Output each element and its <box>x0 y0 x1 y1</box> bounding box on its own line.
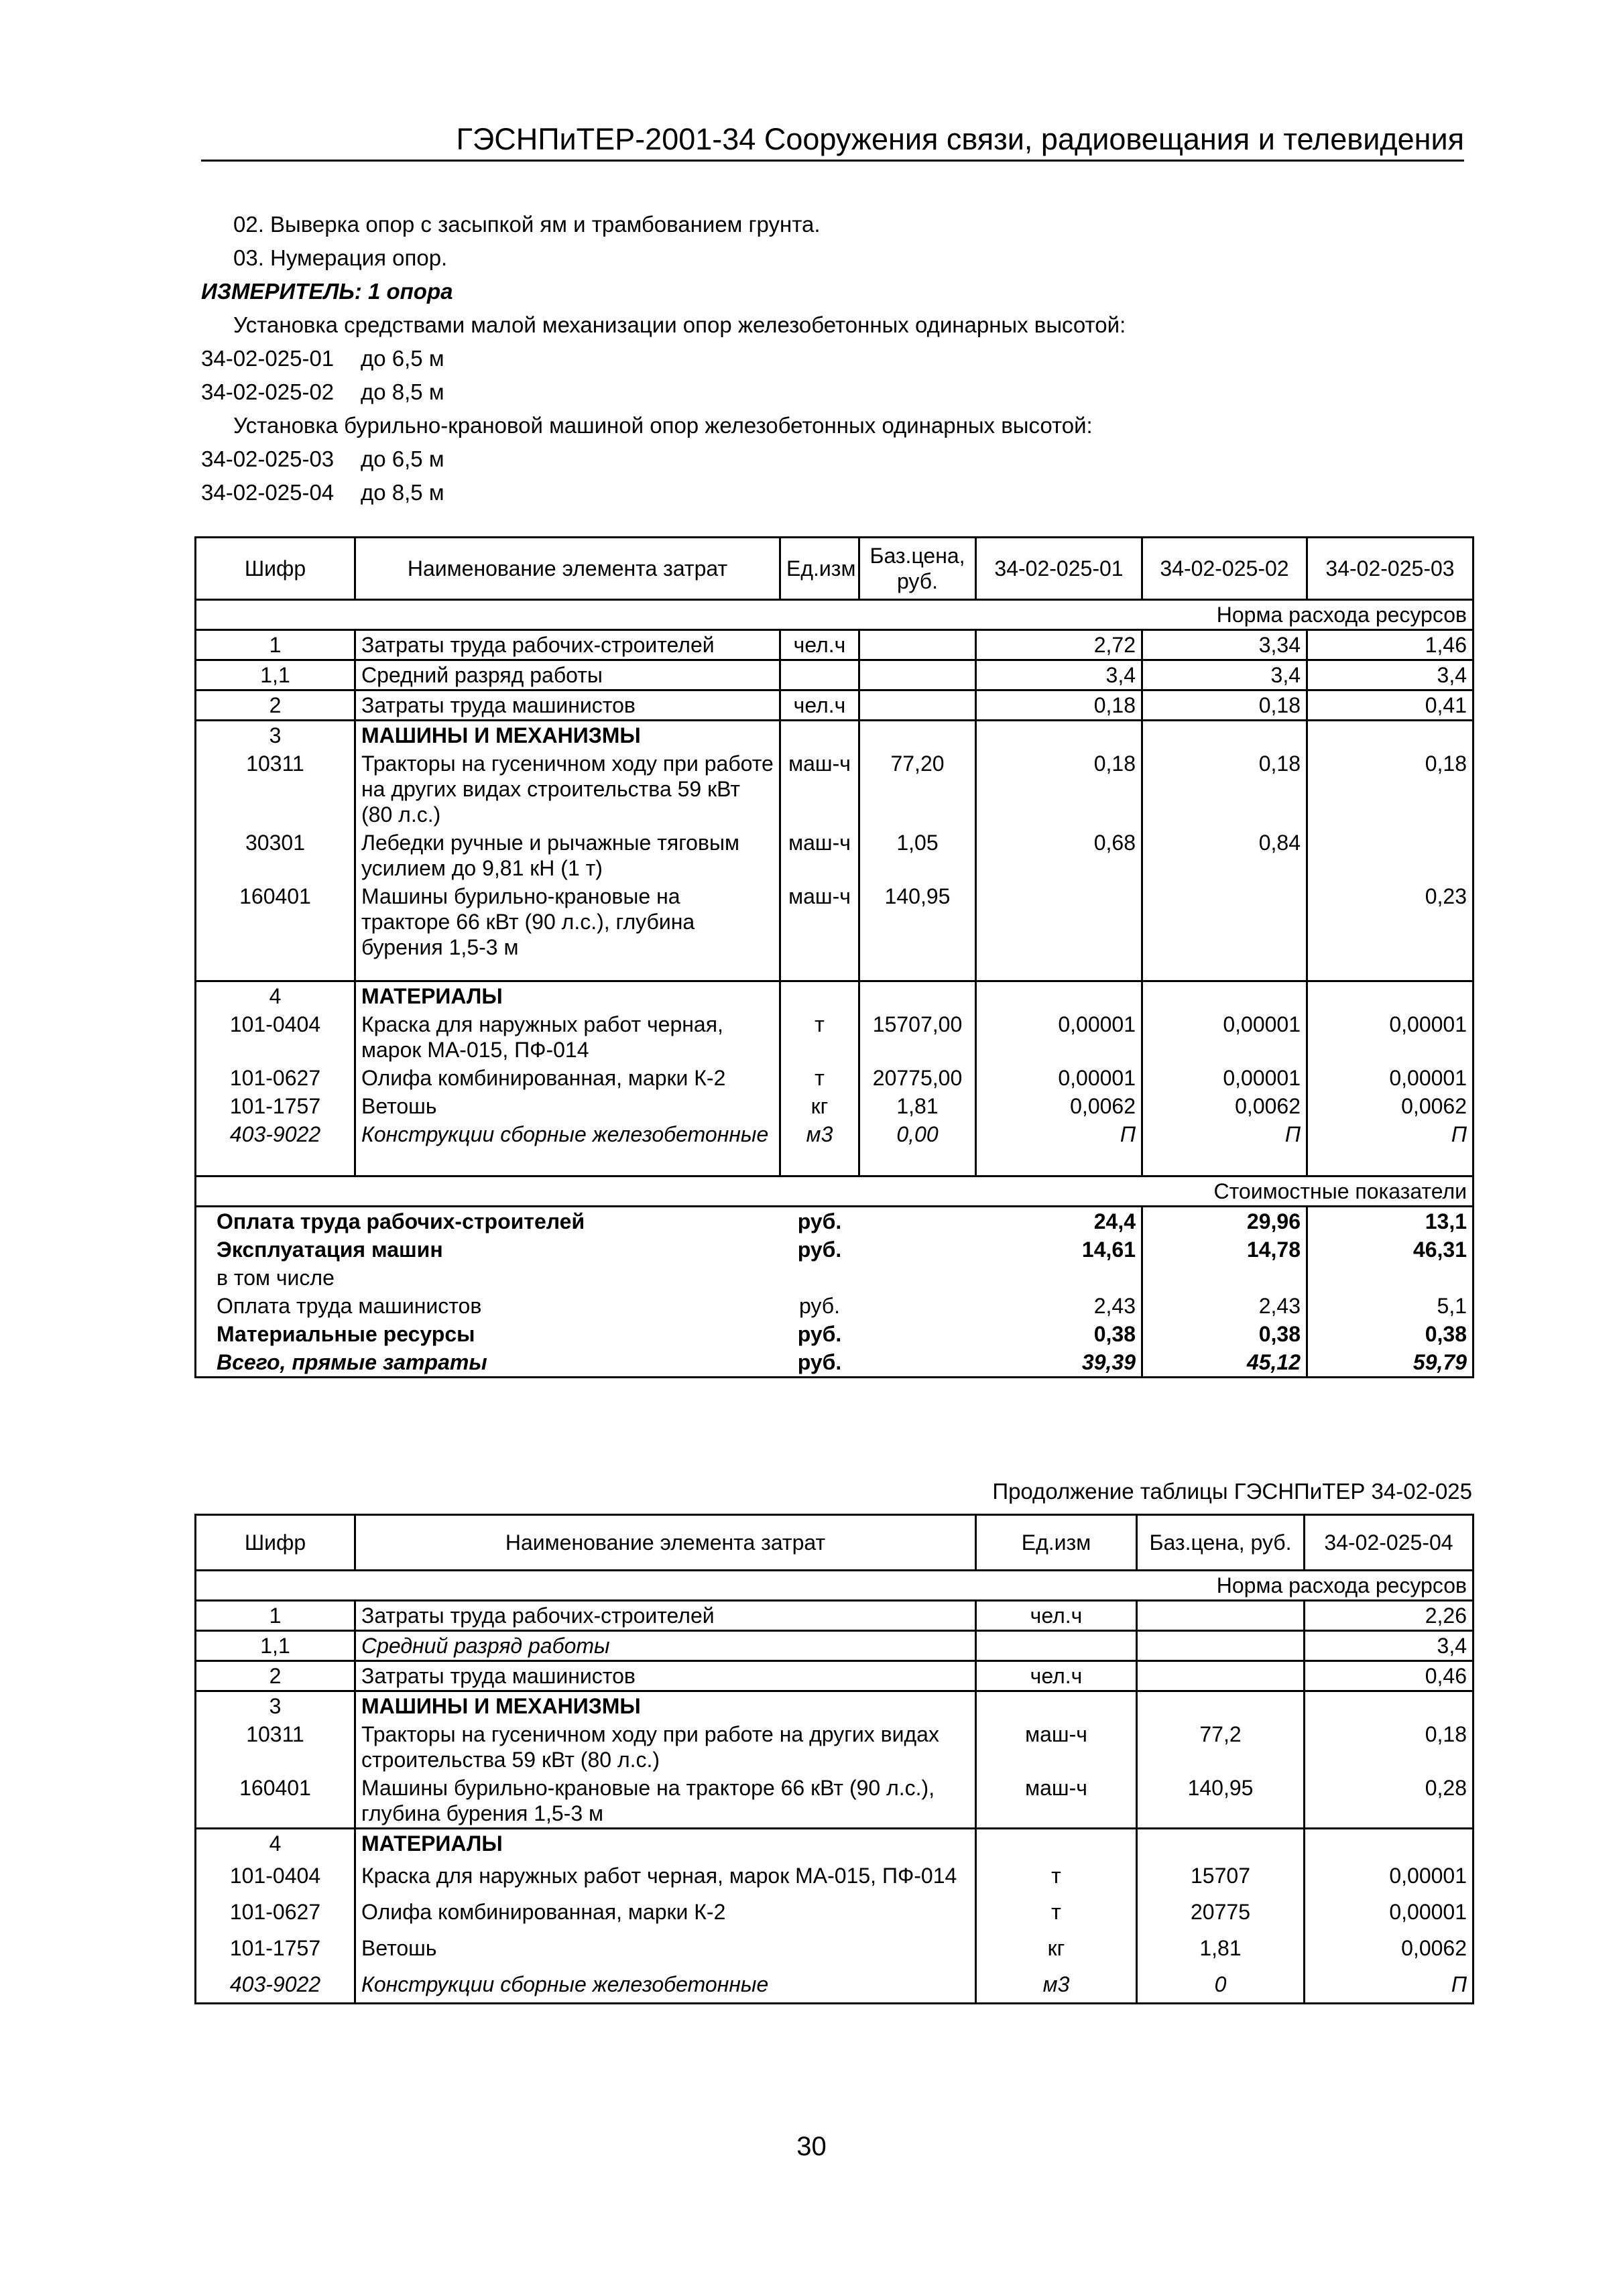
item-code: 34-02-025-04 <box>201 480 335 505</box>
cost-name: в том числе <box>196 1264 780 1292</box>
row-price <box>859 721 976 750</box>
continuation-caption: Продолжение таблицы ГЭСНПиТЕР 34-02-025 <box>992 1479 1472 1504</box>
row-name: Краска для наружных работ черная, марок МА-015, ПФ-014 <box>355 1010 780 1064</box>
table-row <box>196 981 1474 1011</box>
row-price: 1,81 <box>859 1092 976 1120</box>
group-1-title: Установка средствами малой механизации опор железобетонных одинарных высотой: <box>233 312 1126 337</box>
row-unit: кг <box>976 1930 1137 1966</box>
row-unit: т <box>976 1894 1137 1930</box>
cost-unit <box>780 1264 859 1292</box>
row-unit: т <box>976 1858 1137 1894</box>
cost-row <box>196 1264 1474 1292</box>
cost-value-2: 45,12 <box>1142 1348 1307 1378</box>
row-price: 1,05 <box>859 829 976 882</box>
row-price <box>1137 1601 1305 1631</box>
row-name: Машины бурильно-крановые на тракторе 66 кВт (90 л.с.), глубина бурения 1,5-3 м <box>355 1774 976 1829</box>
row-name: Олифа комбинированная, марки К-2 <box>355 1064 780 1092</box>
row-code: 1 <box>196 630 355 660</box>
row-code: 101-1757 <box>196 1930 355 1966</box>
row-name: МАШИНЫ И МЕХАНИЗМЫ <box>355 721 780 750</box>
row-name: Ветошь <box>355 1092 780 1120</box>
row-price: 77,20 <box>859 749 976 829</box>
row-norm-03: 3,4 <box>1307 660 1474 690</box>
table-row <box>196 1720 1474 1774</box>
header-norm-04: 34-02-025-04 <box>1305 1515 1474 1571</box>
item-text: до 8,5 м <box>361 480 444 505</box>
row-code: 101-0404 <box>196 1010 355 1064</box>
table-row <box>196 1064 1474 1092</box>
row-unit: чел.ч <box>976 1601 1137 1631</box>
cost-value-3: 0,38 <box>1307 1320 1474 1348</box>
row-price: 0,00 <box>859 1120 976 1176</box>
row-norm-04: 2,26 <box>1305 1601 1474 1631</box>
group-1-item <box>201 342 1126 375</box>
step-03: 03. Нумерация опор. <box>233 245 448 270</box>
row-norm-01: 0,18 <box>976 749 1142 829</box>
table-row <box>196 1829 1474 1858</box>
row-price: 140,95 <box>859 882 976 981</box>
row-unit <box>780 660 859 690</box>
cost-row <box>196 1320 1474 1348</box>
cost-unit: руб. <box>797 1209 842 1233</box>
cost-value-1: 39,39 <box>976 1348 1142 1378</box>
cost-name: Материальные ресурсы <box>196 1320 780 1348</box>
table-row <box>196 749 1474 829</box>
row-norm-01: 0,18 <box>976 690 1142 721</box>
row-name: Средний разряд работы <box>355 1631 976 1661</box>
header-code: Шифр <box>196 1515 355 1571</box>
row-name: Краска для наружных работ черная, марок МА-015, ПФ-014 <box>355 1858 976 1894</box>
table-header-row <box>196 1515 1474 1571</box>
row-name: Затраты труда рабочих-строителей <box>355 630 780 660</box>
item-text: до 8,5 м <box>361 379 444 404</box>
row-norm-03: 0,00001 <box>1307 1010 1474 1064</box>
row-code: 10311 <box>196 1720 355 1774</box>
row-norm-02: 3,4 <box>1142 660 1307 690</box>
row-code: 1,1 <box>196 1631 355 1661</box>
row-norm-04: 0,00001 <box>1305 1894 1474 1930</box>
item-text: до 6,5 м <box>361 346 444 371</box>
table-row <box>196 690 1474 721</box>
row-norm-01 <box>976 981 1142 1011</box>
table-header-row <box>196 538 1474 600</box>
row-name: Олифа комбинированная, марки К-2 <box>355 1894 976 1930</box>
table-body <box>196 1601 1474 2004</box>
cost-value-3 <box>1307 1264 1474 1292</box>
cost-value-1 <box>976 1264 1142 1292</box>
table-row <box>196 721 1474 750</box>
row-name: Затраты труда машинистов <box>355 1661 976 1691</box>
row-norm-04: 0,0062 <box>1305 1930 1474 1966</box>
row-price <box>1137 1661 1305 1691</box>
table-row <box>196 882 1474 981</box>
intro-block <box>201 208 1126 509</box>
header-unit: Ед.изм <box>976 1515 1137 1571</box>
row-norm-04 <box>1305 1829 1474 1858</box>
row-price <box>1137 1829 1305 1858</box>
row-norm-03: 0,0062 <box>1307 1092 1474 1120</box>
row-norm-01: 0,00001 <box>976 1010 1142 1064</box>
cost-value-2: 0,38 <box>1142 1320 1307 1348</box>
item-code: 34-02-025-02 <box>201 379 335 404</box>
cost-value-3: 13,1 <box>1307 1207 1474 1236</box>
header-name: Наименование элемента затрат <box>355 538 780 600</box>
group-2-item <box>201 476 1126 509</box>
row-norm-04: П <box>1305 1966 1474 2004</box>
cost-value-3: 5,1 <box>1307 1292 1474 1320</box>
header-name: Наименование элемента затрат <box>355 1515 976 1571</box>
row-norm-02: 0,0062 <box>1142 1092 1307 1120</box>
cost-unit: руб. <box>797 1322 842 1346</box>
page-header: ГЭСНПиТЕР-2001-34 Сооружения связи, радиовещания и телевидения <box>201 122 1464 162</box>
table-row <box>196 829 1474 882</box>
row-unit: м3 <box>780 1120 859 1176</box>
row-norm-04 <box>1305 1691 1474 1721</box>
row-norm-02: 0,00001 <box>1142 1010 1307 1064</box>
row-unit: маш-ч <box>780 882 859 981</box>
row-price: 77,2 <box>1137 1720 1305 1774</box>
header-price: Баз.цена, руб. <box>859 538 976 600</box>
row-norm-02: 3,34 <box>1142 630 1307 660</box>
row-name: Лебедки ручные и рычажные тяговым усилием до 9,81 кН (1 т) <box>355 829 780 882</box>
norms-table-main <box>194 536 1474 1378</box>
row-code: 3 <box>196 721 355 750</box>
row-norm-01: 0,00001 <box>976 1064 1142 1092</box>
row-code: 101-0404 <box>196 1858 355 1894</box>
row-norm-03: П <box>1307 1120 1474 1176</box>
row-unit: маш-ч <box>780 829 859 882</box>
norm-section-title: Норма расхода ресурсов <box>196 600 1474 630</box>
row-norm-03 <box>1307 981 1474 1011</box>
row-unit: маш-ч <box>780 749 859 829</box>
row-norm-02: 0,18 <box>1142 749 1307 829</box>
row-price: 0 <box>1137 1966 1305 2004</box>
cost-section-title: Стоимостные показатели <box>196 1176 1474 1207</box>
row-norm-04: 0,18 <box>1305 1720 1474 1774</box>
cost-value-1: 14,61 <box>976 1235 1142 1264</box>
cost-spacer <box>859 1264 976 1292</box>
row-code: 101-1757 <box>196 1092 355 1120</box>
row-name: Затраты труда рабочих-строителей <box>355 1601 976 1631</box>
cost-value-1: 2,43 <box>976 1292 1142 1320</box>
row-code: 1,1 <box>196 660 355 690</box>
row-name: МАШИНЫ И МЕХАНИЗМЫ <box>355 1691 976 1721</box>
row-code: 101-0627 <box>196 1894 355 1930</box>
table-row <box>196 1661 1474 1691</box>
row-code: 2 <box>196 1661 355 1691</box>
row-price: 15707 <box>1137 1858 1305 1894</box>
row-price <box>859 660 976 690</box>
cost-name: Эксплуатация машин <box>196 1235 780 1264</box>
table-row <box>196 1691 1474 1721</box>
row-norm-04: 0,28 <box>1305 1774 1474 1829</box>
row-code: 3 <box>196 1691 355 1721</box>
header-price: Баз.цена, руб. <box>1137 1515 1305 1571</box>
row-price <box>859 690 976 721</box>
cost-value-2 <box>1142 1264 1307 1292</box>
row-norm-02: 0,18 <box>1142 690 1307 721</box>
table-body <box>196 630 1474 1176</box>
header-norm-02: 34-02-025-02 <box>1142 538 1307 600</box>
row-unit <box>780 981 859 1011</box>
row-code: 1 <box>196 1601 355 1631</box>
row-name: Тракторы на гусеничном ходу при работе на других видах строительства 59 кВт (80 л.с.) <box>355 749 780 829</box>
row-unit <box>976 1691 1137 1721</box>
row-norm-01 <box>976 721 1142 750</box>
row-name: Конструкции сборные железобетонные <box>355 1966 976 2004</box>
row-name: Средний разряд работы <box>355 660 780 690</box>
row-unit: маш-ч <box>976 1774 1137 1829</box>
row-code: 403-9022 <box>196 1120 355 1176</box>
table-row <box>196 630 1474 660</box>
row-unit <box>976 1829 1137 1858</box>
cost-spacer <box>859 1320 976 1348</box>
cost-value-2: 2,43 <box>1142 1292 1307 1320</box>
norms-table-continuation <box>194 1514 1474 2004</box>
row-norm-01: 2,72 <box>976 630 1142 660</box>
page-number: 30 <box>796 2132 827 2161</box>
cost-value-2: 29,96 <box>1142 1207 1307 1236</box>
row-price: 140,95 <box>1137 1774 1305 1829</box>
row-unit: т <box>780 1064 859 1092</box>
row-unit <box>976 1631 1137 1661</box>
item-code: 34-02-025-03 <box>201 446 335 471</box>
row-norm-02: 0,00001 <box>1142 1064 1307 1092</box>
table-row <box>196 1631 1474 1661</box>
row-norm-02 <box>1142 882 1307 981</box>
row-unit: чел.ч <box>780 690 859 721</box>
row-code: 4 <box>196 981 355 1011</box>
cost-value-3: 59,79 <box>1307 1348 1474 1378</box>
row-code: 10311 <box>196 749 355 829</box>
group-2-title: Установка бурильно-крановой машиной опор железобетонных одинарных высотой: <box>233 413 1093 438</box>
cost-row <box>196 1207 1474 1236</box>
cost-row <box>196 1235 1474 1264</box>
row-norm-03: 0,00001 <box>1307 1064 1474 1092</box>
row-norm-03: 1,46 <box>1307 630 1474 660</box>
row-code: 101-0627 <box>196 1064 355 1092</box>
table-row <box>196 1858 1474 1894</box>
item-code: 34-02-025-01 <box>201 346 335 371</box>
row-price: 20775,00 <box>859 1064 976 1092</box>
row-norm-02 <box>1142 981 1307 1011</box>
table-row <box>196 1092 1474 1120</box>
norm-section-title: Норма расхода ресурсов <box>196 1571 1474 1601</box>
measure-unit: ИЗМЕРИТЕЛЬ: 1 опора <box>201 279 453 304</box>
row-unit: кг <box>780 1092 859 1120</box>
row-norm-03: 0,41 <box>1307 690 1474 721</box>
item-text: до 6,5 м <box>361 446 444 471</box>
cost-name: Оплата труда машинистов <box>196 1292 780 1320</box>
row-price <box>1137 1631 1305 1661</box>
cost-unit: руб. <box>798 1294 840 1318</box>
row-unit <box>780 721 859 750</box>
row-unit: маш-ч <box>976 1720 1137 1774</box>
row-norm-04: 0,00001 <box>1305 1858 1474 1894</box>
row-unit: т <box>780 1010 859 1064</box>
table-row <box>196 1930 1474 1966</box>
row-norm-02: П <box>1142 1120 1307 1176</box>
step-02: 02. Выверка опор с засыпкой ям и трамбованием грунта. <box>233 212 821 237</box>
cost-name: Оплата труда рабочих-строителей <box>196 1207 780 1236</box>
row-name: Машины бурильно-крановые на тракторе 66 кВт (90 л.с.), глубина бурения 1,5-3 м <box>355 882 780 981</box>
row-norm-01: 0,0062 <box>976 1092 1142 1120</box>
row-code: 160401 <box>196 882 355 981</box>
row-name: Тракторы на гусеничном ходу при работе на других видах строительства 59 кВт (80 л.с.) <box>355 1720 976 1774</box>
table-row <box>196 1010 1474 1064</box>
header-unit: Ед.изм <box>780 538 859 600</box>
cost-body <box>196 1207 1474 1378</box>
table-row <box>196 1601 1474 1631</box>
row-price: 20775 <box>1137 1894 1305 1930</box>
table-row <box>196 1966 1474 2004</box>
row-unit: м3 <box>976 1966 1137 2004</box>
table-row <box>196 1894 1474 1930</box>
row-name: МАТЕРИАЛЫ <box>355 1829 976 1858</box>
cost-spacer <box>859 1235 976 1264</box>
group-1-item <box>201 375 1126 409</box>
row-code: 403-9022 <box>196 1966 355 2004</box>
header-norm-03: 34-02-025-03 <box>1307 538 1474 600</box>
cost-value-3: 46,31 <box>1307 1235 1474 1264</box>
row-code: 30301 <box>196 829 355 882</box>
cost-unit: руб. <box>797 1237 842 1262</box>
row-norm-01 <box>976 882 1142 981</box>
row-norm-01: 0,68 <box>976 829 1142 882</box>
header-norm-01: 34-02-025-01 <box>976 538 1142 600</box>
cost-value-1: 0,38 <box>976 1320 1142 1348</box>
row-price <box>1137 1691 1305 1721</box>
row-price <box>859 981 976 1011</box>
cost-spacer <box>859 1207 976 1236</box>
cost-value-2: 14,78 <box>1142 1235 1307 1264</box>
table-row <box>196 1774 1474 1829</box>
row-norm-04: 3,4 <box>1305 1631 1474 1661</box>
row-norm-01: П <box>976 1120 1142 1176</box>
row-norm-03 <box>1307 721 1474 750</box>
row-price: 1,81 <box>1137 1930 1305 1966</box>
row-norm-02 <box>1142 721 1307 750</box>
row-norm-03: 0,18 <box>1307 749 1474 829</box>
row-price <box>859 630 976 660</box>
cost-spacer <box>859 1348 976 1378</box>
group-2-item <box>201 442 1126 476</box>
row-norm-03 <box>1307 829 1474 882</box>
header-code: Шифр <box>196 538 355 600</box>
table-row <box>196 1120 1474 1176</box>
row-norm-01: 3,4 <box>976 660 1142 690</box>
row-name: Ветошь <box>355 1930 976 1966</box>
cost-name: Всего, прямые затраты <box>196 1348 780 1378</box>
row-norm-02: 0,84 <box>1142 829 1307 882</box>
row-name: МАТЕРИАЛЫ <box>355 981 780 1011</box>
row-norm-03: 0,23 <box>1307 882 1474 981</box>
row-unit: чел.ч <box>976 1661 1137 1691</box>
cost-value-1: 24,4 <box>976 1207 1142 1236</box>
row-name: Затраты труда машинистов <box>355 690 780 721</box>
table-row <box>196 660 1474 690</box>
cost-unit: руб. <box>780 1348 859 1378</box>
row-price: 15707,00 <box>859 1010 976 1064</box>
row-code: 2 <box>196 690 355 721</box>
row-unit: чел.ч <box>780 630 859 660</box>
cost-row <box>196 1348 1474 1378</box>
row-code: 160401 <box>196 1774 355 1829</box>
row-norm-04: 0,46 <box>1305 1661 1474 1691</box>
row-code: 4 <box>196 1829 355 1858</box>
cost-row <box>196 1292 1474 1320</box>
cost-spacer <box>859 1292 976 1320</box>
row-name: Конструкции сборные железобетонные <box>355 1120 780 1176</box>
